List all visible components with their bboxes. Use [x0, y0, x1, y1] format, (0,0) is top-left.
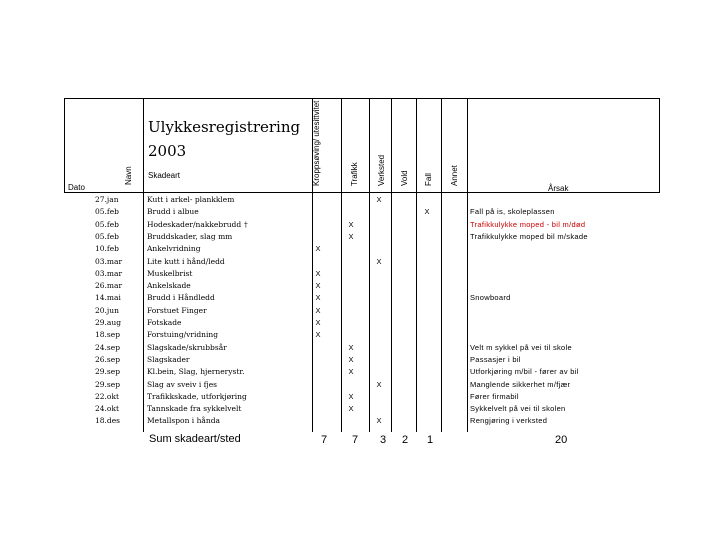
total-cause: 20 [555, 434, 568, 446]
row-date: 05.feb [95, 207, 119, 217]
row-cause: Snowboard [470, 293, 511, 303]
row-injury: Tannskade fra sykkelvelt [147, 404, 242, 414]
header-other: Annet [450, 165, 459, 186]
row-injury: Brudd i Håndledd [147, 293, 215, 303]
category-mark: X [376, 416, 382, 426]
row-injury: Fotskade [147, 318, 182, 327]
row-date: 20.jun [95, 305, 119, 315]
row-injury: Metallspon i hånda [147, 416, 220, 426]
category-mark: X [348, 231, 354, 241]
row-date: 27.jan [95, 195, 119, 204]
category-mark: X [315, 281, 321, 291]
category-mark: X [315, 330, 321, 340]
row-injury: Slagskade/skrubbsår [147, 342, 227, 352]
row-date: 18.sep [95, 330, 121, 340]
dagger-mark: † [244, 219, 248, 229]
category-mark: X [348, 391, 354, 401]
row-cause: Velt m sykkel på vei til skole [470, 342, 572, 352]
row-injury: Kl.bein, Slag, hjernerystr. [147, 367, 245, 377]
row-date: 03.mar [95, 268, 123, 278]
row-date: 05.feb [95, 231, 119, 241]
row-date: 26.mar [95, 281, 123, 291]
row-injury: Slag av sveiv i fjes [147, 379, 218, 389]
row-injury: Ankelvridning [147, 244, 201, 254]
header-injury: Skadeart [148, 171, 181, 180]
header-date: Dato [68, 183, 85, 192]
category-mark: X [376, 195, 382, 204]
row-cause: Rengjøring i verksted [470, 416, 548, 426]
row-cause: Sykkelvelt på vei til skolen [470, 404, 566, 414]
row-cause: Passasjer i bil [470, 354, 521, 364]
total-physical-activity: 7 [321, 434, 328, 446]
header-violence: Vold [400, 170, 409, 186]
category-mark: X [315, 293, 321, 303]
row-date: 18.des [95, 416, 121, 426]
category-mark: X [376, 379, 382, 389]
category-mark: X [376, 256, 382, 266]
row-injury: Brudd i albue [147, 207, 199, 217]
header-physical-activity: Kroppsøving/ utesittvitet [312, 100, 321, 186]
category-mark: X [424, 207, 430, 217]
row-date: 24.okt [95, 404, 120, 414]
category-mark: X [348, 367, 354, 377]
row-cause: Utforkjøring m/bil - fører av bil [470, 367, 579, 377]
header-workshop: Verksted [377, 154, 386, 186]
row-date: 29.sep [95, 379, 121, 389]
category-mark: X [315, 305, 321, 315]
row-cause: Trafikkulykke moped bil m/skade [470, 231, 588, 241]
row-cause: Manglende sikkerhet m/fjær [470, 379, 571, 389]
row-date: 05.feb [95, 219, 119, 229]
row-injury: Bruddskader, slag mm [147, 231, 233, 241]
total-fall: 1 [427, 434, 434, 446]
row-injury: Ankelskade [147, 281, 191, 291]
row-injury: Lite kutt i hånd/ledd [147, 256, 225, 266]
row-cause: Trafikkulykke moped - bil m/død [470, 219, 586, 229]
row-injury: Forstuing/vridning [147, 330, 219, 340]
total-traffic: 7 [352, 434, 359, 446]
row-injury: Hodeskader/nakkebrudd [147, 219, 242, 229]
row-cause: Fører firmabil [470, 391, 519, 401]
header-cause: Årsak [548, 184, 569, 193]
row-injury: Slagskader [147, 354, 190, 364]
category-mark: X [315, 244, 321, 254]
page-title: Ulykkesregistrering 2003 [148, 118, 301, 160]
row-injury: Muskelbrist [147, 268, 193, 278]
category-mark: X [315, 318, 321, 327]
category-mark: X [348, 354, 354, 364]
row-injury: Forstuet Finger [147, 305, 207, 315]
category-mark: X [348, 342, 354, 352]
row-cause: Fall på is, skoleplassen [470, 207, 555, 217]
row-date: 29.sep [95, 367, 121, 377]
category-mark: X [348, 219, 354, 229]
row-date: 29.aug [95, 318, 122, 327]
category-mark: X [315, 268, 321, 278]
row-injury: Kutt i arkel- plankklem [147, 195, 235, 204]
totals-label: Sum skadeart/sted [149, 433, 241, 445]
header-traffic: Trafikk [350, 162, 359, 186]
row-date: 14.mai [95, 293, 121, 303]
row-date: 24.sep [95, 342, 121, 352]
row-date: 10.feb [95, 244, 119, 254]
row-date: 26.sep [95, 354, 121, 364]
header-fall: Fall [424, 173, 433, 186]
header-name: Navn [124, 166, 133, 185]
row-injury: Trafikkskade, utforkjøring [147, 391, 247, 401]
row-date: 03.mar [95, 256, 123, 266]
total-workshop: 3 [380, 434, 387, 446]
total-violence: 2 [402, 434, 409, 446]
row-date: 22.okt [95, 391, 120, 401]
category-mark: X [348, 404, 354, 414]
